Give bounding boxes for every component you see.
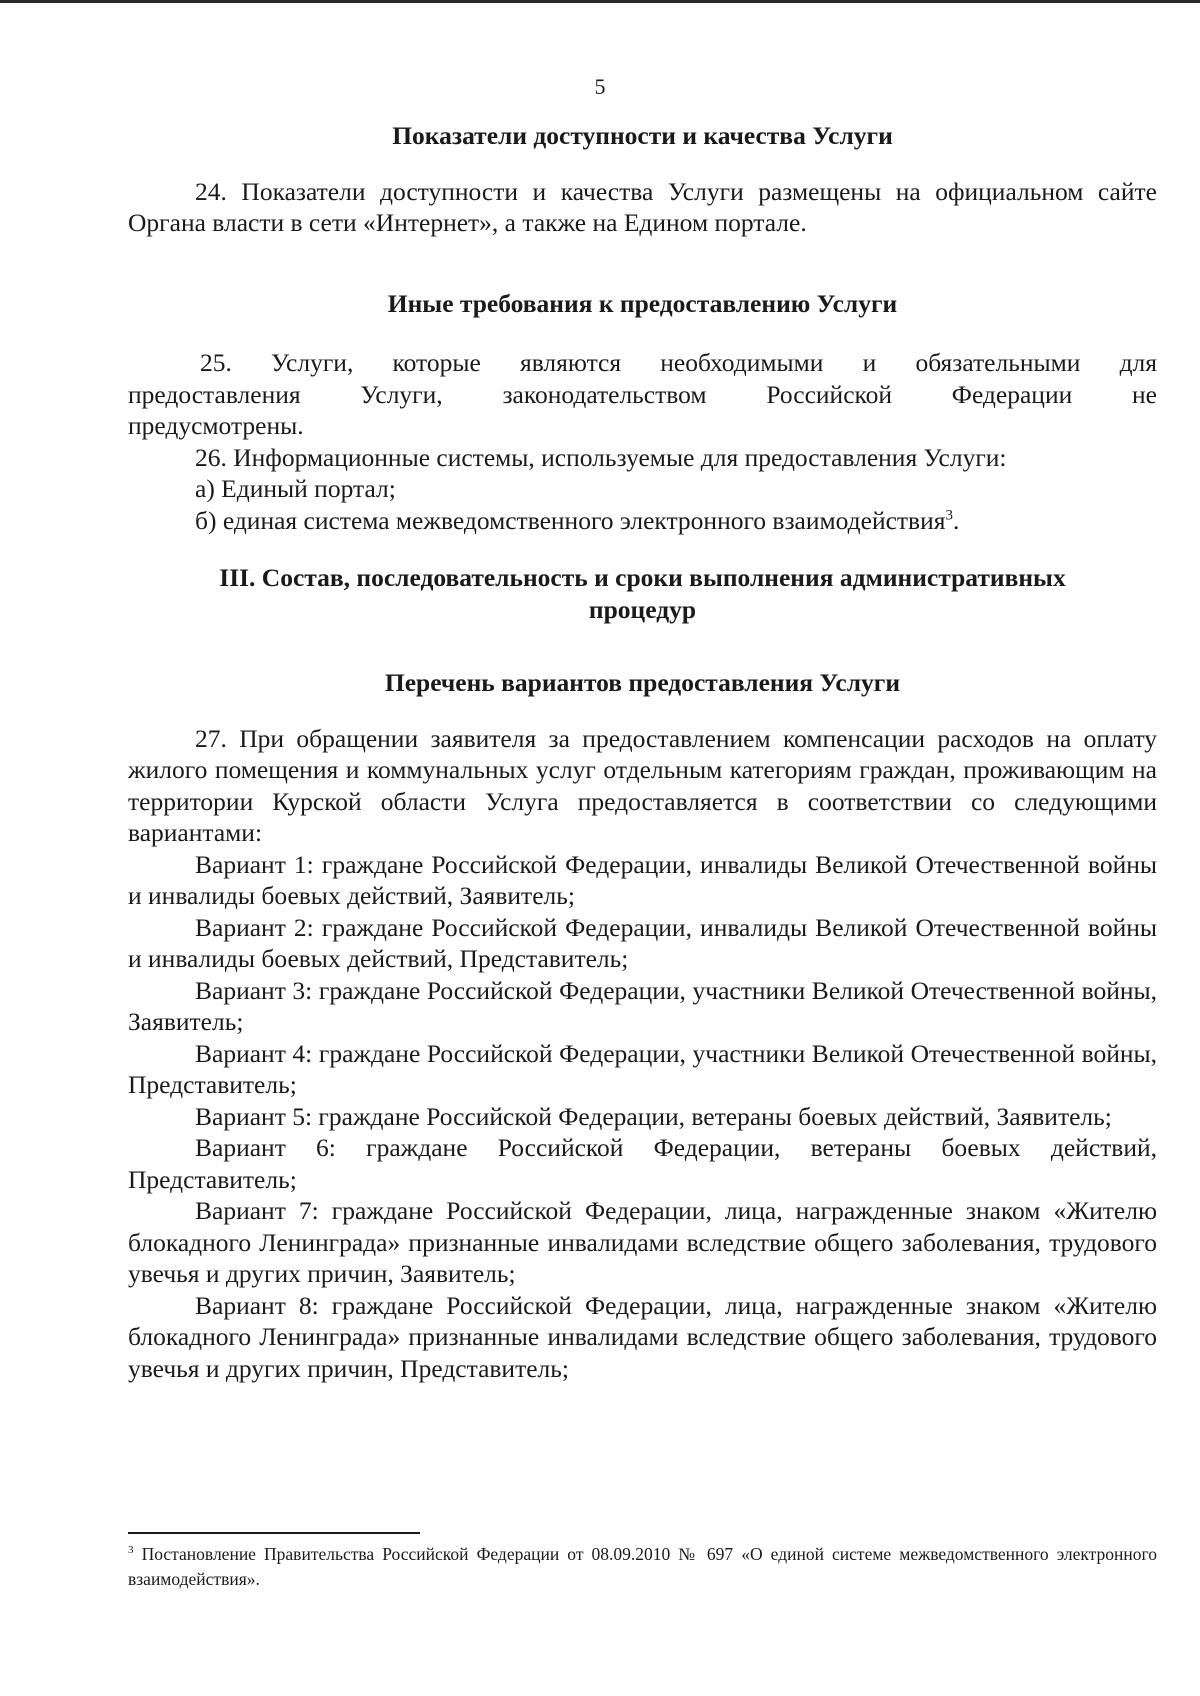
chapter-heading-line-2: процедур xyxy=(588,594,697,624)
variant-5: Вариант 5: граждане Российской Федерации, ветераны боевых действий, Заявитель; xyxy=(195,1101,1112,1131)
variant-8: Вариант 8: граждане Российской Федерации, лица, награжденные знаком «Жителю блокадного Ленинграда» признанные инвалидами вследствие общего заболевания, трудового увечья и других причин, Представитель; xyxy=(128,1290,1157,1383)
footnote xyxy=(128,1542,1157,1592)
paragraph-26-b-end: . xyxy=(952,505,960,535)
paragraph-26-b-text: б) единая система межведомственного электронного взаимодействия xyxy=(195,505,946,535)
top-border xyxy=(0,0,1200,3)
section-heading-variants: Перечень вариантов предоставления Услуги xyxy=(384,668,901,697)
footnote-divider xyxy=(128,1532,420,1534)
page-number: 5 xyxy=(594,74,606,99)
footnote-marker: 3 xyxy=(128,1544,134,1557)
paragraph-25-line-3: предусмотрены. xyxy=(128,411,304,440)
footnote-text: Постановление Правительства Российской Федерации от 08.09.2010 № 697 «О единой системе межведомственного электронного взаимодействия». xyxy=(128,1544,1157,1589)
variant-3: Вариант 3: граждане Российской Федерации, участники Великой Отечественной войны, Заявитель; xyxy=(128,975,1157,1036)
paragraph-24: 24. Показатели доступности и качества Услуги размещены на официальном сайте Органа власти в сети «Интернет», а также на Едином портале. xyxy=(128,176,1157,237)
paragraph-27: 27. При обращении заявителя за предоставлением компенсации расходов на оплату жилого помещения и коммунальных услуг отдельным категориям граждан, проживающим на территории Курской области Услуга предоставляется в соответствии со следующими вариантами: xyxy=(128,723,1157,847)
variant-1: Вариант 1: граждане Российской Федерации, инвалиды Великой Отечественной войны и инвалиды боевых действий, Заявитель; xyxy=(128,849,1157,910)
variant-4: Вариант 4: граждане Российской Федерации, участники Великой Отечественной войны, Представитель; xyxy=(128,1038,1157,1099)
paragraph-26-b xyxy=(128,505,1157,537)
section-heading-other-requirements: Иные требования к предоставлению Услуги xyxy=(387,288,898,318)
document-body xyxy=(128,120,1157,1384)
paragraph-26: 26. Информационные системы, используемые для предоставления Услуги: xyxy=(195,442,1007,472)
paragraph-26-a: а) Единый портал; xyxy=(195,474,396,503)
variant-2: Вариант 2: граждане Российской Федерации, инвалиды Великой Отечественной войны и инвалиды боевых действий, Представитель; xyxy=(128,912,1157,973)
paragraph-25-line-1: 25. Услуги, которые являются необходимыми и обязательными для xyxy=(200,348,1157,377)
footnote-reference: 3 xyxy=(945,507,953,523)
section-heading-accessibility: Показатели доступности и качества Услуги xyxy=(392,121,893,150)
paragraph-25-line-2: предоставления Услуги, законодательством Российской Федерации не xyxy=(128,379,1157,409)
chapter-heading-line-1: III. Состав, последовательность и сроки выполнения административных xyxy=(219,563,1066,592)
variant-6: Вариант 6: граждане Российской Федерации, ветераны боевых действий, Представитель; xyxy=(128,1133,1157,1194)
variant-7: Вариант 7: граждане Российской Федерации, лица, награжденные знаком «Жителю блокадного Ленинграда» признанные инвалидами вследствие общего заболевания, трудового увечья и других причин, Заявитель; xyxy=(128,1196,1157,1288)
